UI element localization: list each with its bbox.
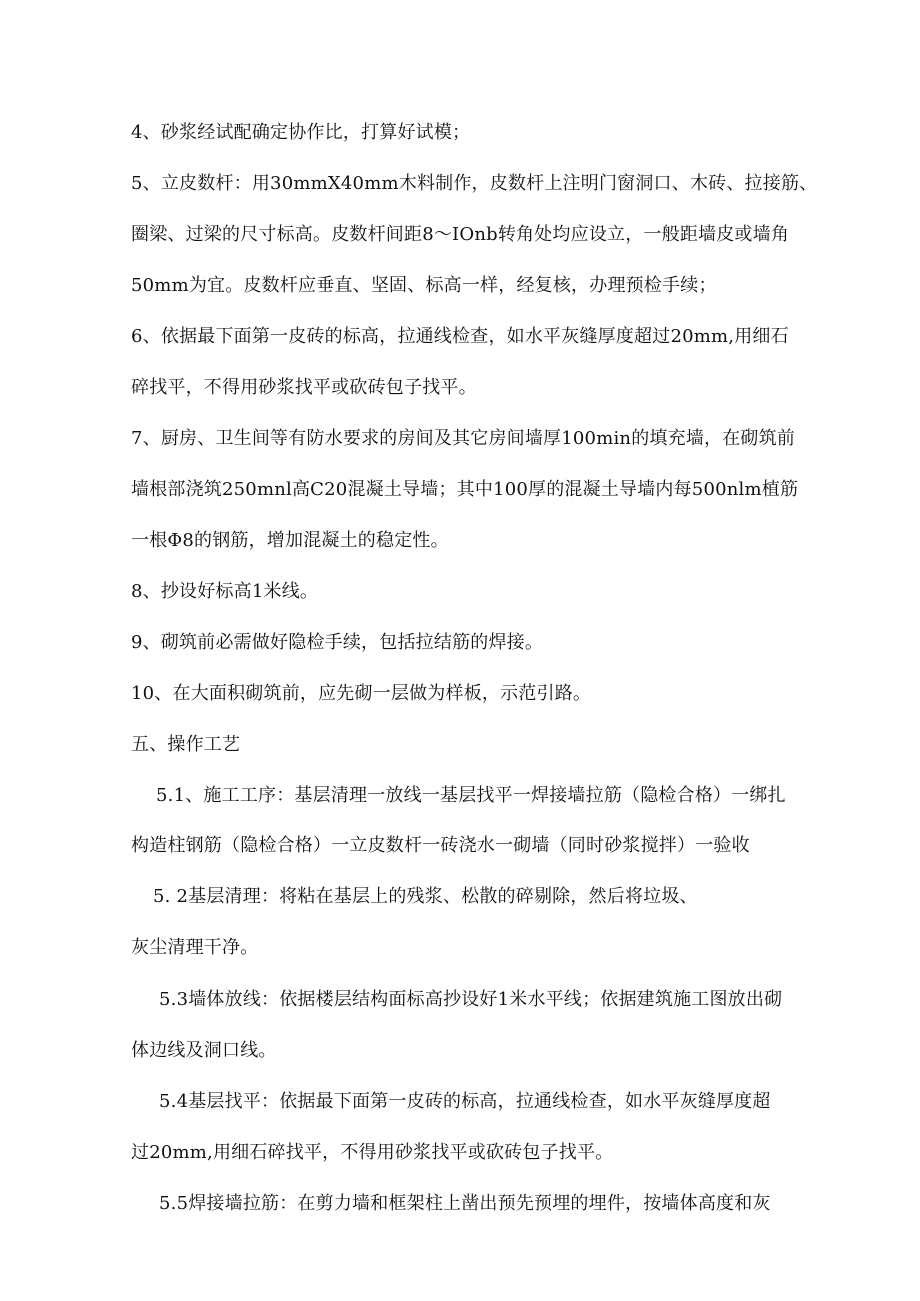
text-line: 5.5焊接墙拉筋：在剪力墙和框架柱上凿出预先预埋的埋件，按墙体高度和灰 — [159, 1193, 771, 1214]
text-line: 墙根部浇筑250mnl高C20混凝土导墙；其中100厚的混凝土导墙内每500nlm植筋 — [131, 479, 799, 500]
text-line: 5.1、施工工序：基层清理一放线一基层找平一焊接墙拉筋（隐检合格）一绑扎 — [156, 785, 786, 806]
text-line: 5.3墙体放线：依据楼层结构面标高抄设好1米水平线；依据建筑施工图放出砌 — [159, 989, 783, 1010]
text-line: 6、依据最下面第一皮砖的标高，拉通线检查，如水平灰缝厚度超过20mm,用细石 — [131, 326, 789, 347]
text-line: 一根Φ8的钢筋，增加混凝土的稳定性。 — [131, 530, 449, 551]
text-line: 7、厨房、卫生间等有防水要求的房间及其它房间墙厚100min的填充墙，在砌筑前 — [131, 428, 796, 449]
text-line: 圈梁、过梁的尺寸标高。皮数杆间距8～IOnb转角处均应设立，一般距墙皮或墙角 — [131, 224, 790, 245]
text-line: 体边线及洞口线。 — [131, 1040, 277, 1061]
text-line: 过20mm,用细石碎找平，不得用砂浆找平或砍砖包子找平。 — [131, 1142, 614, 1163]
text-line: 5、立皮数杆：用30mmX40mm木料制作，皮数杆上注明门窗洞口、木砖、拉接筋、 — [131, 173, 818, 194]
section-heading: 五、操作工艺 — [131, 734, 241, 755]
text-line: 碎找平，不得用砂浆找平或砍砖包子找平。 — [131, 377, 477, 398]
text-line: 50mm为宜。皮数杆应垂直、坚固、标高一样，经复核，办理预检手续； — [131, 275, 717, 296]
text-line: 8、抄设好标高1米线。 — [131, 581, 319, 602]
text-line: 9、砌筑前必需做好隐检手续，包括拉结筋的焊接。 — [131, 632, 544, 653]
text-line: 5.4基层找平：依据最下面第一皮砖的标高，拉通线检查，如水平灰缝厚度超 — [159, 1091, 771, 1112]
text-line: 5. 2基层清理：将粘在基层上的残浆、松散的碎剔除，然后将垃圾、 — [153, 886, 698, 907]
text-line: 灰尘清理干净。 — [131, 937, 259, 958]
text-line: 10、在大面积砌筑前，应先砌一层做为样板，示范引路。 — [131, 683, 592, 704]
text-line: 构造柱钢筋（隐检合格）一立皮数杆一砖浇水一砌墙（同时砂浆搅拌）一验收 — [131, 835, 750, 856]
text-line: 4、砂浆经试配确定协作比，打算好试模； — [131, 122, 471, 143]
